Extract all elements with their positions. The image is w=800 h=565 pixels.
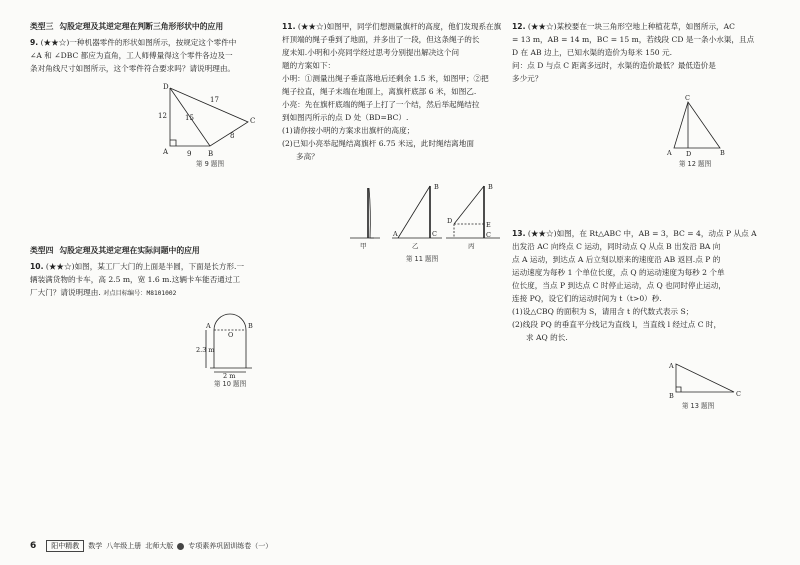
question-text-line: 点 A 运动，到达点 A 后立刻以原来的速度沿 AB 返回.点 P 的 bbox=[512, 255, 721, 264]
side-label-17: 17 bbox=[210, 96, 219, 104]
question-10 bbox=[30, 260, 262, 300]
quadrilateral-outline bbox=[170, 88, 248, 146]
question-text-line: 运动速度为每秒 1 个单位长度，点 Q 的运动速度为每秒 2 个单 bbox=[512, 268, 725, 277]
triangle-abc bbox=[674, 102, 720, 148]
column-middle bbox=[282, 20, 504, 163]
question-text-line: 厂大门？请说明理由. bbox=[30, 288, 101, 297]
vertex-label-c: C bbox=[250, 117, 256, 125]
footer-edition: 北师大版 bbox=[145, 542, 174, 550]
figure-q13-right-triangle bbox=[664, 360, 744, 400]
question-text-line: 度未知.小明和小亮同学经过思考分别提出解决这个问 bbox=[282, 48, 460, 57]
figure-caption-q10: 第 10 题图 bbox=[213, 380, 247, 388]
question-number: 12. bbox=[512, 22, 526, 31]
question-text-line: (1)设△CBQ 的面积为 S，请用含 t 的代数式表示 S； bbox=[512, 307, 694, 316]
vertex-label-c: C bbox=[685, 94, 690, 102]
question-number: 10. bbox=[30, 262, 44, 271]
label-a-yi: A bbox=[393, 230, 398, 238]
question-13 bbox=[512, 227, 774, 344]
difficulty-stars: (★★☆) bbox=[45, 262, 75, 271]
question-text-line: ∠A 和 ∠DBC 都应为直角，工人师傅量得这个零件各边及一 bbox=[30, 51, 233, 60]
difficulty-stars: (★★☆) bbox=[527, 22, 557, 31]
question-text-line: 多少元？ bbox=[512, 74, 543, 83]
right-angle-mark bbox=[676, 387, 681, 392]
question-text-line: 如图甲，同学们想测量旗杆的高度，他们发现系在旗 bbox=[326, 22, 502, 31]
column-left bbox=[30, 20, 262, 75]
side-label-15: 15 bbox=[185, 114, 194, 122]
right-angle-mark bbox=[170, 140, 176, 146]
rope-yi bbox=[398, 186, 430, 238]
figure-caption-q12: 第 12 题图 bbox=[678, 160, 712, 168]
column-right-lower bbox=[512, 227, 774, 344]
height-label: 2.3 m bbox=[196, 346, 215, 354]
figure-q10-gate bbox=[196, 310, 266, 378]
section-tag: 类型三 bbox=[30, 22, 54, 31]
vertex-label-b: B bbox=[669, 392, 674, 400]
vertex-label-a: A bbox=[667, 149, 672, 157]
question-12 bbox=[512, 20, 774, 85]
label-d-bing: D bbox=[447, 217, 453, 225]
triangle-abc bbox=[676, 364, 734, 392]
question-text-line: 出发沿 AC 向终点 C 运动，同时动点 Q 从点 B 出发沿 BA 向 bbox=[512, 242, 721, 251]
difficulty-stars: (★★☆) bbox=[527, 229, 557, 238]
question-text-line: (2)线段 PQ 的垂直平分线记为直线 l，当直线 l 经过点 C 时， bbox=[512, 320, 722, 329]
question-text-line: (2)已知小亮举起绳结离旗杆 6.75 米远，此时绳结离地面 bbox=[282, 139, 474, 148]
footer-subject: 数学 bbox=[88, 542, 103, 550]
footer-grade: 八年级上册 bbox=[106, 542, 142, 550]
footer-bullet-icon bbox=[177, 543, 184, 550]
vertex-label-d: D bbox=[163, 83, 169, 91]
label-jia: 甲 bbox=[360, 242, 367, 250]
rope-jia bbox=[369, 188, 374, 238]
label-e-bing: E bbox=[486, 221, 491, 229]
column-left-lower bbox=[30, 244, 262, 300]
point-label-b: B bbox=[248, 322, 253, 330]
question-text-line: 多高？ bbox=[296, 152, 319, 161]
point-label-o: O bbox=[228, 331, 234, 339]
question-text-line: 位长度，当点 P 到达点 C 时停止运动，点 Q 也同时停止运动， bbox=[512, 281, 726, 290]
question-9 bbox=[30, 36, 262, 75]
label-bing: 丙 bbox=[468, 242, 475, 250]
figure-q11-flagpoles bbox=[346, 180, 506, 252]
question-number: 13. bbox=[512, 229, 526, 238]
vertex-label-d: D bbox=[686, 150, 692, 158]
vertex-label-c: C bbox=[736, 390, 741, 398]
vertex-label-a: A bbox=[669, 362, 674, 370]
question-number: 9. bbox=[30, 38, 39, 47]
question-text-line: D 在 AB 边上，已知水渠的造价为每米 150 元. bbox=[512, 48, 673, 57]
question-text-line: 小亮：先在旗杆底端的绳子上打了一个结，然后举起绳结拉 bbox=[282, 100, 480, 109]
figure-caption-q11: 第 11 题图 bbox=[405, 255, 439, 263]
width-label: 2 m bbox=[223, 372, 236, 378]
question-text-line: 辆装满货物的卡车，高 2.5 m，宽 1.6 m.这辆卡车能否通过工 bbox=[30, 275, 241, 284]
target-code: 对点目标编号：M8101002 bbox=[103, 290, 177, 297]
label-c-yi: C bbox=[432, 230, 437, 238]
rope-bing bbox=[454, 186, 484, 224]
question-text-line: 问：点 D 与点 C 距离多远时，水渠的造价最低？最低造价是 bbox=[512, 61, 716, 70]
vertex-label-b: B bbox=[720, 149, 725, 157]
side-label-8: 8 bbox=[230, 132, 235, 140]
column-right bbox=[512, 20, 774, 85]
section-tag: 类型四 bbox=[30, 246, 54, 255]
difficulty-stars: (★★☆) bbox=[40, 38, 70, 47]
figure-q12-triangle bbox=[664, 94, 728, 158]
figure-caption-q9: 第 9 题图 bbox=[195, 160, 225, 168]
question-11 bbox=[282, 20, 504, 163]
point-label-a: A bbox=[206, 322, 211, 330]
figure-q9-quadrilateral bbox=[150, 80, 270, 160]
question-text-line: 如图，在 Rt△ABC 中，AB = 3，BC = 4，动点 P 从点 A bbox=[556, 229, 757, 238]
section-heading-type3 bbox=[30, 20, 262, 33]
gate-outline bbox=[214, 314, 246, 368]
page-footer bbox=[30, 540, 272, 552]
question-text-line: 杆顶端的绳子垂到了地面，并多出了一段，但这条绳子的长 bbox=[282, 35, 480, 44]
question-text-line: 如图，某工厂大门的上面是半圆，下面是长方形.一 bbox=[74, 262, 245, 271]
question-text-line: (1)请你按小明的方案求出旗杆的高度； bbox=[282, 126, 415, 135]
question-text-line: 到如图丙所示的点 D 处（BD=BC）. bbox=[282, 113, 409, 122]
label-yi: 乙 bbox=[412, 242, 419, 250]
page-number: 6 bbox=[30, 541, 37, 551]
vertex-label-a: A bbox=[163, 148, 169, 156]
question-number: 11. bbox=[282, 22, 296, 31]
question-text-line: 求 AQ 的长. bbox=[526, 333, 568, 342]
footer-brand: 阳中精教 bbox=[46, 540, 84, 552]
side-label-9: 9 bbox=[187, 150, 192, 158]
question-text-line: = 13 m，AB = 14 m，BC = 15 m，若线段 CD 是一条小水渠，且点 bbox=[512, 35, 755, 44]
question-text-line: 连接 PQ，设它们的运动时间为 t（t>0）秒. bbox=[512, 294, 662, 303]
section-title: 勾股定理及其逆定理在实际问题中的应用 bbox=[59, 246, 200, 255]
figure-caption-q13: 第 13 题图 bbox=[681, 402, 715, 410]
question-text-line: 小明：①测量出绳子垂直落地后还剩余 1.5 米，如图甲；②把 bbox=[282, 74, 489, 83]
question-text-line: 某校要在一块三角形空地上种植花草，如图所示，AC bbox=[556, 22, 735, 31]
section-heading-type4 bbox=[30, 244, 262, 257]
section-title: 勾股定理及其逆定理在判断三角形形状中的应用 bbox=[59, 22, 224, 31]
label-b-yi: B bbox=[434, 183, 439, 191]
question-text-line: 题的方案如下： bbox=[282, 61, 336, 70]
difficulty-stars: (★★☆) bbox=[297, 22, 327, 31]
question-text-line: 绳子拉直，绳子末端在地面上，离旗杆底部 6 米，如图乙. bbox=[282, 87, 477, 96]
footer-series: 专项素养巩固训练卷（一） bbox=[188, 542, 273, 550]
label-b-bing: B bbox=[488, 183, 493, 191]
side-label-12: 12 bbox=[158, 112, 167, 120]
label-c-bing: C bbox=[486, 231, 491, 239]
vertex-label-b: B bbox=[208, 150, 214, 158]
question-text-line: 一种机器零件的形状如图所示，按规定这个零件中 bbox=[69, 38, 237, 47]
question-text-line: 条对角线尺寸如图所示，这个零件符合要求吗？请说明理由。 bbox=[30, 64, 236, 73]
